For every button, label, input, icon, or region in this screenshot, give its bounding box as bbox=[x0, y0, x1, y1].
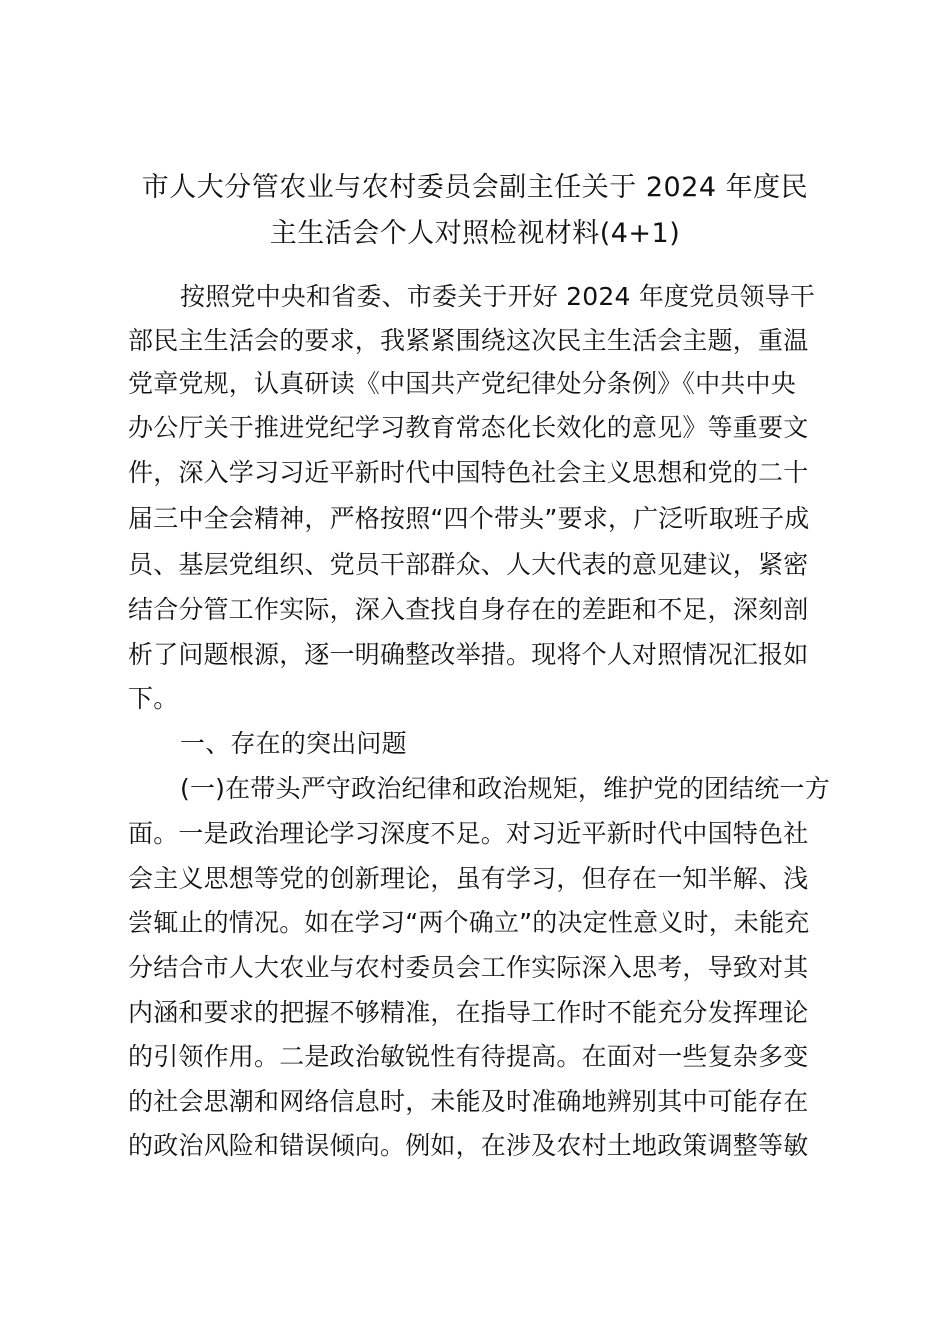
body-line-9: 析了问题根源，逐一明确整改举措。现将个人对照情况汇报如 bbox=[128, 640, 809, 669]
body-line-4: 办公厅关于推进党纪学习教育常态化长效化的意见》等重要文 bbox=[128, 413, 809, 442]
body-line-20: 的政治风险和错误倾向。例如，在涉及农村土地政策调整等敏 bbox=[128, 1131, 809, 1160]
body-line-15: 尝辄止的情况。如在学习“两个确立”的决定性意义时，未能充 bbox=[128, 908, 810, 937]
body-line-8: 结合分管工作实际，深入查找自身存在的差距和不足，深刻剖 bbox=[128, 595, 809, 624]
body-line-16: 分结合市人大农业与农村委员会工作实际深入思考，导致对其 bbox=[128, 953, 809, 982]
body-line-13: 面。一是政治理论学习深度不足。对习近平新时代中国特色社 bbox=[128, 819, 809, 848]
body-line-1: 按照党中央和省委、市委关于开好 2024 年度党员领导干 bbox=[180, 282, 816, 311]
body-line-3: 党章党规，认真研读《中国共产党纪律处分条例》《中共中央 bbox=[128, 369, 796, 398]
title-line-2: 主生活会个人对照检视材料(4+1) bbox=[269, 218, 681, 249]
section-heading-1: 一、存在的突出问题 bbox=[180, 729, 407, 758]
body-line-6: 届三中全会精神，严格按照“四个带头”要求，广泛听取班子成 bbox=[128, 504, 810, 533]
body-line-10: 下。 bbox=[128, 684, 179, 713]
body-line-5: 件，深入学习习近平新时代中国特色社会主义思想和党的二十 bbox=[128, 458, 809, 487]
document-title bbox=[110, 165, 840, 257]
body-line-2: 部民主生活会的要求，我紧紧围绕这次民主生活会主题，重温 bbox=[128, 326, 809, 355]
body-line-17: 内涵和要求的把握不够精准，在指导工作时不能充分发挥理论 bbox=[128, 998, 809, 1027]
body-line-12: (一)在带头严守政治纪律和政治规矩，维护党的团结统一方 bbox=[180, 774, 830, 803]
title-line-1: 市人大分管农业与农村委员会副主任关于 2024 年度民 bbox=[141, 172, 809, 203]
body-line-18: 的引领作用。二是政治敏锐性有待提高。在面对一些复杂多变 bbox=[128, 1042, 809, 1071]
body-line-14: 会主义思想等党的创新理论，虽有学习，但存在一知半解、浅 bbox=[128, 864, 809, 893]
body-line-19: 的社会思潮和网络信息时，未能及时准确地辨别其中可能存在 bbox=[128, 1087, 809, 1116]
body-line-7: 员、基层党组织、党员干部群众、人大代表的意见建议，紧密 bbox=[128, 550, 809, 579]
